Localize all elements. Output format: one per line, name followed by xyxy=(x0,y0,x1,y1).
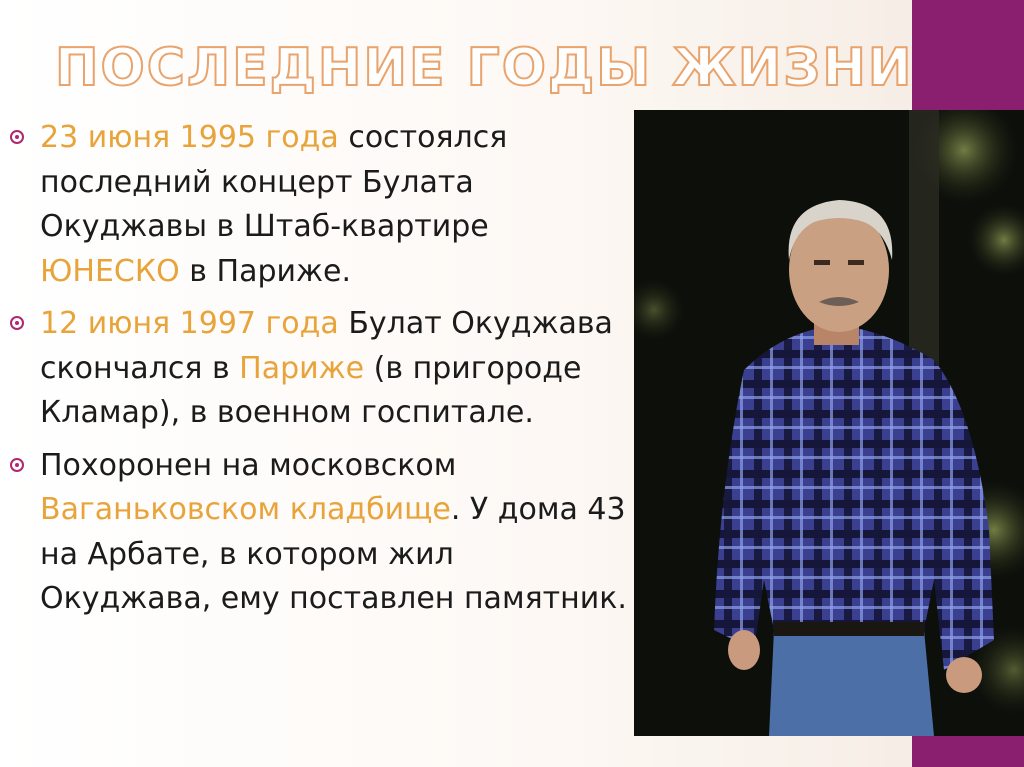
highlight-date: 23 июня 1995 года xyxy=(40,120,339,155)
list-item xyxy=(10,302,630,436)
item-text: в Париже. xyxy=(179,253,352,289)
item-text: Похоронен на московском xyxy=(40,447,457,483)
item-text: . У дома 43 на Арбате, в котором жил Окуджава, ему поставлен памятник. xyxy=(40,492,627,616)
slide-content xyxy=(10,116,630,630)
bullet-icon xyxy=(10,316,24,330)
portrait-illustration xyxy=(634,110,1024,736)
highlight-link[interactable]: ЮНЕСКО xyxy=(40,253,180,289)
item-text: состоялся последний концерт Булата Окуджавы в Штаб-квартире xyxy=(40,120,508,244)
bullet-icon xyxy=(10,130,24,144)
list-item xyxy=(10,116,630,294)
highlight-date: 12 июня 1997 года xyxy=(40,306,339,341)
slide-title: ПОСЛЕДНИЕ ГОДЫ ЖИЗНИ xyxy=(55,38,914,98)
bullet-icon xyxy=(10,458,24,472)
highlight-link[interactable]: Ваганьковском кладбище xyxy=(40,492,451,527)
highlight-link[interactable]: Париже xyxy=(239,350,365,386)
item-text: Булат Окуджава скончался в xyxy=(40,306,613,386)
item-text: (в пригороде Кламар), в военном госпитале. xyxy=(40,350,582,430)
list-item xyxy=(10,444,630,622)
portrait-photo xyxy=(634,110,1024,736)
